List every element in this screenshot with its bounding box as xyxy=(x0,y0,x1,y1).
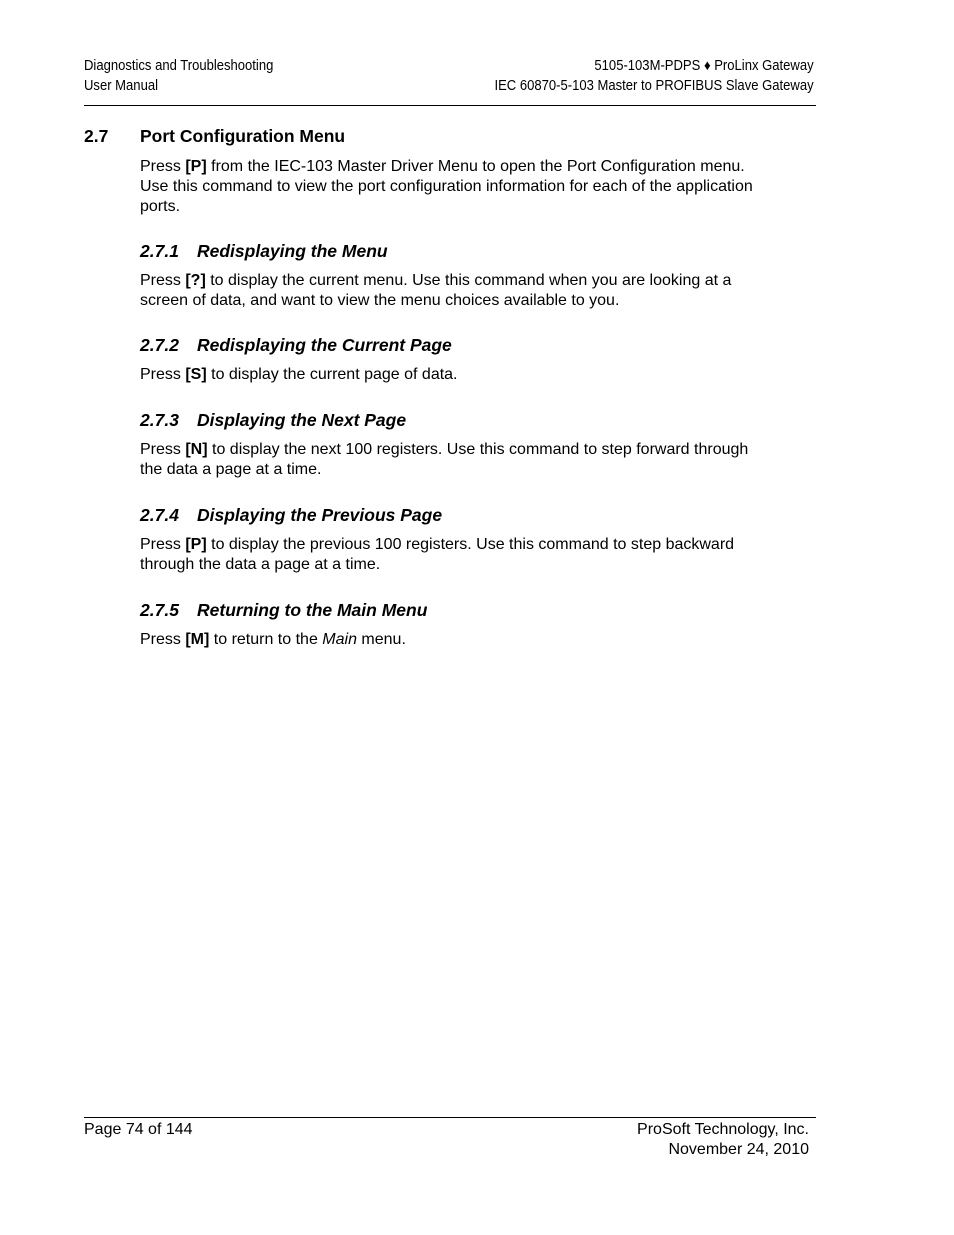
key-label: [P] xyxy=(185,158,207,175)
footer-date: November 24, 2010 xyxy=(668,1140,809,1158)
section-number: 2.7 xyxy=(84,126,109,146)
header-product-description: IEC 60870-5-103 Master to PROFIBUS Slave Gateway xyxy=(494,77,814,94)
subsection-next-page xyxy=(140,410,760,480)
key-label: [M] xyxy=(185,631,210,648)
subsection-main-menu xyxy=(140,600,760,650)
header-product: 5105-103M-PDPS ♦ ProLinx Gateway xyxy=(594,58,814,74)
header-divider xyxy=(84,105,816,106)
section-title: Port Configuration Menu xyxy=(140,126,346,146)
page-number: Page 74 of 144 xyxy=(84,1121,193,1138)
subsection-heading: 2.7.3 Displaying the Next Page xyxy=(140,410,407,430)
header-manual-type: User Manual xyxy=(84,77,158,94)
running-header-left xyxy=(84,57,273,96)
key-label: [S] xyxy=(185,366,207,383)
subsection-heading: 2.7.1 Redisplaying the Menu xyxy=(140,241,388,261)
subsection-heading: 2.7.4 Displaying the Previous Page xyxy=(140,505,443,525)
subsection-heading: 2.7.2 Redisplaying the Current Page xyxy=(140,335,452,355)
menu-name: Main xyxy=(322,631,357,648)
subsection-paragraph: Press [?] to display the current menu. Use this command when you are looking at a screen of data, and want to view the menu choices available to you. xyxy=(140,272,732,309)
subsection-redisplay-menu xyxy=(140,241,760,311)
footer-company: ProSoft Technology, Inc. xyxy=(637,1121,809,1138)
section-heading xyxy=(84,126,345,147)
section-paragraph: Press [P] from the IEC-103 Master Driver Menu to open the Port Configuration menu. Use this command to view the port configuration information for each of the application ports. xyxy=(140,158,753,215)
subsection-heading: 2.7.5 Returning to the Main Menu xyxy=(140,600,428,620)
subsection-previous-page xyxy=(140,505,760,575)
subsection-paragraph: Press [M] to return to the Main menu. xyxy=(140,631,406,648)
running-footer-right xyxy=(637,1120,809,1159)
key-label: [P] xyxy=(185,536,207,553)
key-label: [N] xyxy=(185,441,208,458)
subsection-paragraph: Press [N] to display the next 100 registers. Use this command to step forward through the data a page at a time. xyxy=(140,441,749,478)
section-intro xyxy=(140,157,760,217)
footer-divider xyxy=(84,1117,816,1118)
subsection-paragraph: Press [S] to display the current page of data. xyxy=(140,366,458,383)
subsection-redisplay-current-page xyxy=(140,335,760,385)
key-label: [?] xyxy=(185,272,206,289)
subsection-paragraph: Press [P] to display the previous 100 registers. Use this command to step backward through the data a page at a time. xyxy=(140,536,735,573)
header-chapter: Diagnostics and Troubleshooting xyxy=(84,58,274,74)
running-header-right xyxy=(495,57,814,96)
